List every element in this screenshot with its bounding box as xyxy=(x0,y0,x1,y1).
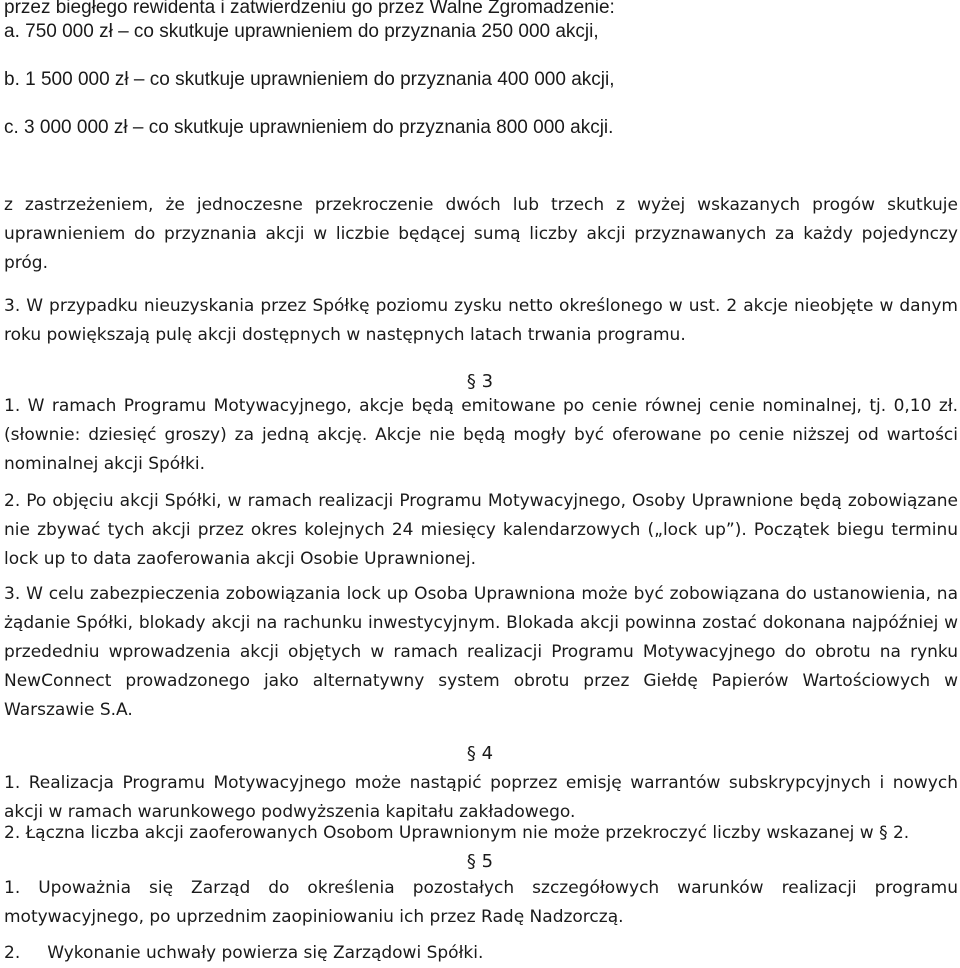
section-3-paragraph-2: 2. Po objęciu akcji Spółki, w ramach realizacji Programu Motywacyjnego, Osoby Uprawnione będą zobowiązane nie zbywać tych akcji przez okres kolejnych 24 miesięcy kalendarzowych („lock up”). Początek biegu terminu lock up to data zaoferowania akcji Osobie Uprawnionej. xyxy=(4,491,958,569)
section-4-paragraph-2: 2. Łączna liczba akcji zaoferowanych Osobom Uprawnionym nie może przekroczyć liczby wskazanej w § 2. xyxy=(4,823,910,843)
section-3-heading: § 3 xyxy=(466,371,494,392)
section-3-paragraph-3: 3. W celu zabezpieczenia zobowiązania lock up Osoba Uprawniona może być zobowiązana do ustanowienia, na żądanie Spółki, blokady akcji na rachunku inwestycyjnym. Blokada akcji powinna zostać dokonana najpóźniej w przededniu wprowadzenia akcji objętych w ramach realizacji Programu Motywacyjnego do obrotu na rynku NewConnect prowadzonego jako alternatywny system obrotu przez Giełdę Papierów Wartościowych w Warszawie S.A. xyxy=(4,584,958,720)
section-5-paragraph-2: 2. Wykonanie uchwały powierza się Zarządowi Spółki. xyxy=(4,943,484,963)
list-item-a: a. 750 000 zł – co skutkuje uprawnieniem do przyznania 250 000 akcji, xyxy=(4,21,599,42)
intro-line: przez biegłego rewidenta i zatwierdzeniu go przez Walne Zgromadzenie: xyxy=(4,0,615,18)
section-5-paragraph-1: 1. Upoważnia się Zarząd do określenia pozostałych szczegółowych warunków realizacji programu motywacyjnego, po uprzednim zaopiniowaniu ich przez Radę Nadzorczą. xyxy=(4,878,958,927)
reservation-paragraph: z zastrzeżeniem, że jednoczesne przekroczenie dwóch lub trzech z wyżej wskazanych progów skutkuje uprawnieniem do przyznania akcji w liczbie będącej sumą liczby akcji przyznawanych za każdy pojedynczy próg. xyxy=(4,195,958,273)
section-5-heading: § 5 xyxy=(466,851,494,872)
list-item-b: b. 1 500 000 zł – co skutkuje uprawnieniem do przyznania 400 000 akcji, xyxy=(4,69,615,90)
list-item-c: c. 3 000 000 zł – co skutkuje uprawnieniem do przyznania 800 000 akcji. xyxy=(4,117,614,138)
section-3-paragraph-1: 1. W ramach Programu Motywacyjnego, akcje będą emitowane po cenie równej cenie nominalnej, tj. 0,10 zł. (słownie: dziesięć groszy) za jedną akcję. Akcje nie będą mogły być oferowane po cenie niższej od wartości nominalnej akcji Spółki. xyxy=(4,396,958,474)
section-4-paragraph-1: 1. Realizacja Programu Motywacyjnego może nastąpić poprzez emisję warrantów subskrypcyjnych i nowych akcji w ramach warunkowego podwyższenia kapitału zakładowego. xyxy=(4,773,958,822)
point-3-paragraph: 3. W przypadku nieuzyskania przez Spółkę poziomu zysku netto określonego w ust. 2 akcje nieobjęte w danym roku powiększają pulę akcji dostępnych w następnych latach trwania programu. xyxy=(4,296,958,345)
section-4-heading: § 4 xyxy=(466,743,494,764)
